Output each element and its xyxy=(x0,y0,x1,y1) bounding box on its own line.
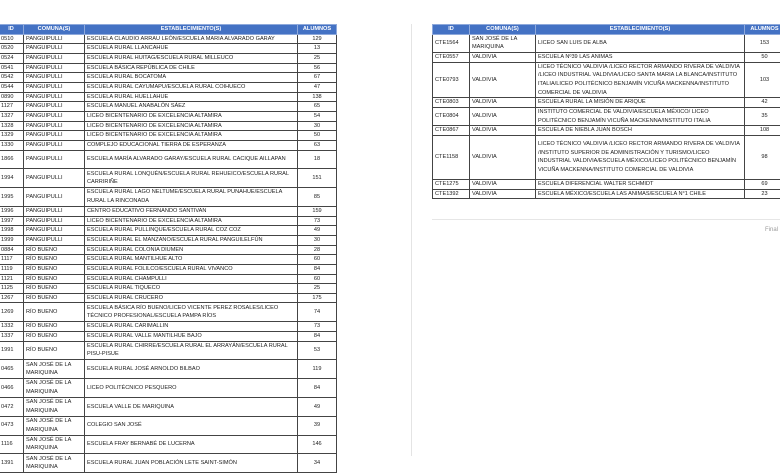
cell-comuna: PANGUIPULLI xyxy=(24,140,85,150)
cell-establecimiento: ESCUELA DIFERENCIAL WALTER SCHMIDT xyxy=(536,179,745,189)
cell-alumnos: 25 xyxy=(298,53,337,63)
cell-id: CTE1564 xyxy=(433,34,470,52)
table-row xyxy=(0,226,337,236)
table-row xyxy=(0,435,337,454)
cell-comuna: RÍO BUENO xyxy=(24,255,85,265)
cell-establecimiento: ESCUELA RURAL CAYUMAPU/ESCUELA RURAL COIHUECO xyxy=(85,82,298,92)
table-row xyxy=(0,293,337,303)
cell-id: 1391 xyxy=(0,454,24,473)
cell-alumnos: 30 xyxy=(298,121,337,131)
cell-id: 1328 xyxy=(0,121,24,131)
table-row xyxy=(0,284,337,294)
cell-establecimiento: ESCUELA RURAL VALLE MANTILHUE BAJO xyxy=(85,331,298,341)
page-divider xyxy=(411,24,412,456)
cell-establecimiento: ESCUELA RURAL JOSÉ ARNOLDO BILBAO xyxy=(85,360,298,379)
cell-comuna: PANGUIPULLI xyxy=(24,235,85,245)
cell-comuna: PANGUIPULLI xyxy=(24,73,85,83)
cell-alumnos: 49 xyxy=(298,226,337,236)
cell-establecimiento: ESCUELA RURAL LAGO NELTUME/ESCUELA RURAL PUNAHUE/ESCUELA RURAL LA RINCONADA xyxy=(85,188,298,207)
header-establecimiento: ESTABLECIMIENTO(S) xyxy=(85,25,298,35)
cell-establecimiento: COMPLEJO EDUCACIONAL TIERRA DE ESPERANZA xyxy=(85,140,298,150)
cell-alumnos: 65 xyxy=(298,102,337,112)
cell-establecimiento: ESCUELA RURAL LLANCAHUE xyxy=(85,44,298,54)
schools-table-right xyxy=(432,24,780,199)
cell-id: 1116 xyxy=(0,435,24,454)
cell-comuna: PANGUIPULLI xyxy=(24,44,85,54)
cell-alumnos: 23 xyxy=(745,189,780,199)
cell-comuna: PANGUIPULLI xyxy=(24,111,85,121)
cell-id: 1329 xyxy=(0,131,24,141)
table-row xyxy=(0,360,337,379)
cell-establecimiento: LICEO TÉCNICO VALDIVIA /LICEO RECTOR ARMANDO RIVERA DE VALDIVIA /INSTITUTO SUPERIOR DE ADMINISTRACIÓN Y TURISMO/LICEO INDUSTRIAL VALDIVIA/ESCUELA MÉXICO/LICEO POLITÉCNICO BENJAMÍN VICUÑA MACKENNA/INSTITUTO COMERCIAL DE VALDIVIA xyxy=(536,135,745,179)
cell-alumnos: 159 xyxy=(298,206,337,216)
cell-id: 0884 xyxy=(0,245,24,255)
cell-comuna: RÍO BUENO xyxy=(24,322,85,332)
cell-comuna: RÍO BUENO xyxy=(24,274,85,284)
cell-alumnos: 39 xyxy=(298,416,337,435)
cell-comuna: PANGUIPULLI xyxy=(24,92,85,102)
table-row xyxy=(0,255,337,265)
cell-id: 1125 xyxy=(0,284,24,294)
table-row xyxy=(433,98,780,108)
cell-id: 1327 xyxy=(0,111,24,121)
cell-establecimiento: ESCUELA RURAL CHIRRE/ESCUELA RURAL EL ARRAYÁN/ESCUELA RURAL PISU-PISUE xyxy=(85,341,298,360)
cell-id: 1997 xyxy=(0,216,24,226)
cell-comuna: RÍO BUENO xyxy=(24,284,85,294)
cell-establecimiento: ESCUELA MANUEL ANABALÓN SÁEZ xyxy=(85,102,298,112)
table-row xyxy=(433,52,780,62)
cell-establecimiento: ESCUELA BÁSICA REPÚBLICA DE CHILE xyxy=(85,63,298,73)
cell-id: CTE0867 xyxy=(433,126,470,136)
schools-table-left xyxy=(0,24,337,473)
cell-establecimiento: ESCUELA RURAL HUITAG/ESCUELA RURAL MILLEUCO xyxy=(85,53,298,63)
cell-alumnos: 138 xyxy=(298,92,337,102)
cell-alumnos: 49 xyxy=(298,397,337,416)
cell-id: 1119 xyxy=(0,264,24,274)
cell-id: 0472 xyxy=(0,397,24,416)
cell-establecimiento: ESCUELA RURAL LONQUÉN/ESCUELA RURAL REHUEICO/ESCUELA RURAL CARRIRIÑE xyxy=(85,169,298,188)
cell-establecimiento: ESCUELA VALLE DE MARIQUINA xyxy=(85,397,298,416)
cell-id: CTE0557 xyxy=(433,52,470,62)
cell-alumnos: 129 xyxy=(298,34,337,44)
cell-establecimiento: LICEO BICENTENARIO DE EXCELENCIA ALTAMIRA xyxy=(85,131,298,141)
table-row xyxy=(0,235,337,245)
cell-alumnos: 13 xyxy=(298,44,337,54)
table-row xyxy=(0,416,337,435)
cell-alumnos: 50 xyxy=(745,52,780,62)
cell-comuna: PANGUIPULLI xyxy=(24,34,85,44)
cell-establecimiento: ESCUELA FRAY BERNABÉ DE LUCERNA xyxy=(85,435,298,454)
cell-id: 1866 xyxy=(0,150,24,169)
cell-comuna: RÍO BUENO xyxy=(24,264,85,274)
cell-establecimiento: LICEO TÉCNICO VALDIVIA /LICEO RECTOR ARMANDO RIVERA DE VALDIVIA /LICEO INDUSTRIAL VALDIVIA/LICEO SANTA MARIA LA BLANCA/INSTITUTO ITALIA/LICEO POLITÉCNICO BENJAMÍN VICUÑA MACKENNA/INSTITUTO COMERCIAL DE VALDIVIA xyxy=(536,62,745,98)
table-row xyxy=(433,126,780,136)
table-row xyxy=(0,169,337,188)
cell-comuna: PANGUIPULLI xyxy=(24,63,85,73)
cell-alumnos: 73 xyxy=(298,216,337,226)
table-row xyxy=(0,188,337,207)
cell-establecimiento: LICEO BICENTENARIO DE EXCELENCIA ALTAMIRA xyxy=(85,216,298,226)
cell-alumnos: 18 xyxy=(298,150,337,169)
cell-comuna: PANGUIPULLI xyxy=(24,150,85,169)
cell-id: 0544 xyxy=(0,82,24,92)
cell-alumnos: 67 xyxy=(298,73,337,83)
cell-comuna: PANGUIPULLI xyxy=(24,131,85,141)
cell-comuna: PANGUIPULLI xyxy=(24,82,85,92)
cell-comuna: PANGUIPULLI xyxy=(24,206,85,216)
table-row xyxy=(0,140,337,150)
cell-id: 0542 xyxy=(0,73,24,83)
cell-establecimiento: ESCUELA RURAL JUAN POBLACIÓN LETE SAINT-SIMÓN xyxy=(85,454,298,473)
cell-comuna: RÍO BUENO xyxy=(24,331,85,341)
cell-establecimiento: ESCUELA MÉXICO/ESCUELA LAS ANIMAS/ESCUELA N°1 CHILE xyxy=(536,189,745,199)
table-row xyxy=(0,121,337,131)
cell-establecimiento: ESCUELA RURAL FOLILCO/ESCUELA RURAL VIVANCO xyxy=(85,264,298,274)
header-comuna: COMUNA(S) xyxy=(24,25,85,35)
cell-id: 1127 xyxy=(0,102,24,112)
cell-establecimiento: ESCUELA RURAL COLONIA DIUMEN xyxy=(85,245,298,255)
cell-id: CTE1158 xyxy=(433,135,470,179)
cell-alumnos: 35 xyxy=(745,107,780,125)
cell-comuna: SAN JOSÉ DE LA MARIQUINA xyxy=(24,379,85,398)
table-row xyxy=(0,216,337,226)
cell-alumnos: 84 xyxy=(298,331,337,341)
cell-id: 1267 xyxy=(0,293,24,303)
cell-comuna: SAN JOSÉ DE LA MARIQUINA xyxy=(24,454,85,473)
cell-id: 1996 xyxy=(0,206,24,216)
cell-alumnos: 69 xyxy=(745,179,780,189)
cell-establecimiento: ESCUELA RURAL LA MISIÓN DE ARIQUE xyxy=(536,98,745,108)
cell-comuna: VALDIVIA xyxy=(470,135,536,179)
cell-establecimiento: ESCUELA MARÍA ALVARADO GARAY/ESCUELA RURAL CACIQUE AILLAPAN xyxy=(85,150,298,169)
cell-alumnos: 30 xyxy=(298,235,337,245)
cell-id: CTE0793 xyxy=(433,62,470,98)
table-row xyxy=(0,63,337,73)
table-row xyxy=(0,303,337,322)
cell-comuna: VALDIVIA xyxy=(470,189,536,199)
table-row xyxy=(0,150,337,169)
cell-establecimiento: ESCUELA RURAL HUELLAHUE xyxy=(85,92,298,102)
header-establecimiento: ESTABLECIMIENTO(S) xyxy=(536,25,745,35)
cell-alumnos: 56 xyxy=(298,63,337,73)
cell-id: 0473 xyxy=(0,416,24,435)
table-row xyxy=(0,341,337,360)
cell-alumnos: 53 xyxy=(298,341,337,360)
table-row xyxy=(433,62,780,98)
footer-label: Final xyxy=(765,227,778,233)
table-row xyxy=(0,264,337,274)
cell-establecimiento: ESCUELA RURAL CRUCERO xyxy=(85,293,298,303)
cell-id: 0510 xyxy=(0,34,24,44)
cell-id: 0890 xyxy=(0,92,24,102)
cell-establecimiento: INSTITUTO COMERCIAL DE VALDIVIA/ESCUELA MÉXICO/ LICEO POLITÉCNICO BENJAMÍN VICUÑA MACKENNA/INSTITUTO ITALIA xyxy=(536,107,745,125)
table-row xyxy=(433,107,780,125)
cell-establecimiento: ESCUELA RURAL EL MANZANO/ESCUELA RURAL PANGUILELFÚN xyxy=(85,235,298,245)
cell-comuna: VALDIVIA xyxy=(470,98,536,108)
cell-comuna: SAN JOSÉ DE LA MARIQUINA xyxy=(24,397,85,416)
cell-alumnos: 175 xyxy=(298,293,337,303)
cell-id: 1991 xyxy=(0,341,24,360)
cell-comuna: VALDIVIA xyxy=(470,62,536,98)
cell-alumnos: 28 xyxy=(298,245,337,255)
cell-id: 1269 xyxy=(0,303,24,322)
header-alumnos: ALUMNOS xyxy=(298,25,337,35)
cell-comuna: VALDIVIA xyxy=(470,126,536,136)
table-row xyxy=(0,34,337,44)
cell-alumnos: 146 xyxy=(298,435,337,454)
cell-id: 0466 xyxy=(0,379,24,398)
table-header-row xyxy=(433,25,780,35)
cell-id: 1999 xyxy=(0,235,24,245)
table-row xyxy=(0,331,337,341)
cell-establecimiento: COLEGIO SAN JOSÉ xyxy=(85,416,298,435)
cell-id: 0524 xyxy=(0,53,24,63)
cell-alumnos: 25 xyxy=(298,284,337,294)
cell-comuna: PANGUIPULLI xyxy=(24,102,85,112)
cell-id: CTE1392 xyxy=(433,189,470,199)
cell-establecimiento: LICEO BICENTENARIO DE EXCELENCIA ALTAMIRA xyxy=(85,121,298,131)
cell-establecimiento: LICEO SAN LUIS DE ALBA xyxy=(536,34,745,52)
table-row xyxy=(0,206,337,216)
cell-alumnos: 50 xyxy=(298,131,337,141)
cell-comuna: SAN JOSÉ DE LA MARIQUINA xyxy=(24,416,85,435)
cell-alumnos: 119 xyxy=(298,360,337,379)
cell-id: CTE0804 xyxy=(433,107,470,125)
header-id: ID xyxy=(433,25,470,35)
cell-comuna: VALDIVIA xyxy=(470,179,536,189)
cell-establecimiento: ESCUELA RURAL BOCATOMA xyxy=(85,73,298,83)
table-row xyxy=(0,102,337,112)
cell-alumnos: 153 xyxy=(745,34,780,52)
table-row xyxy=(0,73,337,83)
table-row xyxy=(0,92,337,102)
table-row xyxy=(0,245,337,255)
cell-id: 0465 xyxy=(0,360,24,379)
cell-establecimiento: ESCUELA DE NIEBLA JUAN BOSCH xyxy=(536,126,745,136)
cell-comuna: PANGUIPULLI xyxy=(24,188,85,207)
cell-alumnos: 60 xyxy=(298,255,337,265)
cell-alumnos: 84 xyxy=(298,379,337,398)
table-body xyxy=(433,34,780,199)
cell-alumnos: 85 xyxy=(298,188,337,207)
table-header-row xyxy=(0,25,337,35)
table-row xyxy=(0,53,337,63)
cell-establecimiento: ESCUELA CLAUDIO ARRAU LEÓN/ESCUELA MARIA ALVARADO GARAY xyxy=(85,34,298,44)
cell-comuna: RÍO BUENO xyxy=(24,293,85,303)
cell-comuna: RÍO BUENO xyxy=(24,341,85,360)
cell-alumnos: 63 xyxy=(298,140,337,150)
cell-alumnos: 60 xyxy=(298,274,337,284)
table-row xyxy=(0,379,337,398)
cell-establecimiento: ESCUELA RURAL CHAMPULLI xyxy=(85,274,298,284)
cell-id: 1995 xyxy=(0,188,24,207)
cell-establecimiento: LICEO BICENTENARIO DE EXCELENCIA ALTAMIRA xyxy=(85,111,298,121)
cell-id: 1117 xyxy=(0,255,24,265)
cell-establecimiento: ESCUELA BÁSICA RÍO BUENO/LICEO VICENTE PEREZ ROSALES/LICEO TÉCNICO PROFESIONAL/ESCUELA PAMPA RÍOS xyxy=(85,303,298,322)
cell-comuna: PANGUIPULLI xyxy=(24,216,85,226)
cell-id: 1330 xyxy=(0,140,24,150)
cell-alumnos: 103 xyxy=(745,62,780,98)
cell-establecimiento: CENTRO EDUCATIVO FERNANDO SANTIVAN xyxy=(85,206,298,216)
header-id: ID xyxy=(0,25,24,35)
cell-alumnos: 47 xyxy=(298,82,337,92)
table-row xyxy=(433,34,780,52)
cell-comuna: PANGUIPULLI xyxy=(24,169,85,188)
table-row xyxy=(433,189,780,199)
cell-establecimiento: LICEO POLITÉCNICO PESQUERO xyxy=(85,379,298,398)
table-row xyxy=(433,135,780,179)
cell-id: 0520 xyxy=(0,44,24,54)
cell-alumnos: 151 xyxy=(298,169,337,188)
cell-comuna: PANGUIPULLI xyxy=(24,226,85,236)
cell-alumnos: 98 xyxy=(745,135,780,179)
table-row xyxy=(0,322,337,332)
cell-id: CTE1275 xyxy=(433,179,470,189)
table-row xyxy=(0,82,337,92)
cell-alumnos: 54 xyxy=(298,111,337,121)
cell-comuna: VALDIVIA xyxy=(470,52,536,62)
cell-alumnos: 74 xyxy=(298,303,337,322)
header-alumnos: ALUMNOS xyxy=(745,25,780,35)
cell-establecimiento: ESCUELA RURAL PULLINQUE/ESCUELA RURAL COZ COZ xyxy=(85,226,298,236)
table-row xyxy=(433,179,780,189)
table-row xyxy=(0,44,337,54)
cell-comuna: SAN JOSÉ DE LA MARIQUINA xyxy=(470,34,536,52)
cell-id: 1337 xyxy=(0,331,24,341)
cell-establecimiento: ESCUELA RURAL TIQUECO xyxy=(85,284,298,294)
cell-comuna: RÍO BUENO xyxy=(24,245,85,255)
header-comuna: COMUNA(S) xyxy=(470,25,536,35)
cell-comuna: PANGUIPULLI xyxy=(24,53,85,63)
footer-divider xyxy=(432,219,780,220)
cell-comuna: SAN JOSÉ DE LA MARIQUINA xyxy=(24,435,85,454)
cell-establecimiento: ESCUELA RURAL MANTILHUE ALTO xyxy=(85,255,298,265)
cell-alumnos: 73 xyxy=(298,322,337,332)
cell-establecimiento: ESCUELA RURAL CARIMALLIN xyxy=(85,322,298,332)
cell-alumnos: 108 xyxy=(745,126,780,136)
cell-id: 1121 xyxy=(0,274,24,284)
cell-alumnos: 42 xyxy=(745,98,780,108)
cell-id: 0541 xyxy=(0,63,24,73)
cell-alumnos: 84 xyxy=(298,264,337,274)
cell-id: 1332 xyxy=(0,322,24,332)
cell-id: CTE0803 xyxy=(433,98,470,108)
cell-comuna: RÍO BUENO xyxy=(24,303,85,322)
table-body xyxy=(0,34,337,473)
table-row xyxy=(0,111,337,121)
cell-comuna: SAN JOSÉ DE LA MARIQUINA xyxy=(24,360,85,379)
table-row xyxy=(0,397,337,416)
table-row xyxy=(0,274,337,284)
cell-comuna: PANGUIPULLI xyxy=(24,121,85,131)
cell-establecimiento: ESCUELA Nº39 LAS ANIMAS xyxy=(536,52,745,62)
cell-id: 1998 xyxy=(0,226,24,236)
cell-alumnos: 34 xyxy=(298,454,337,473)
cell-id: 1994 xyxy=(0,169,24,188)
cell-comuna: VALDIVIA xyxy=(470,107,536,125)
table-row xyxy=(0,131,337,141)
